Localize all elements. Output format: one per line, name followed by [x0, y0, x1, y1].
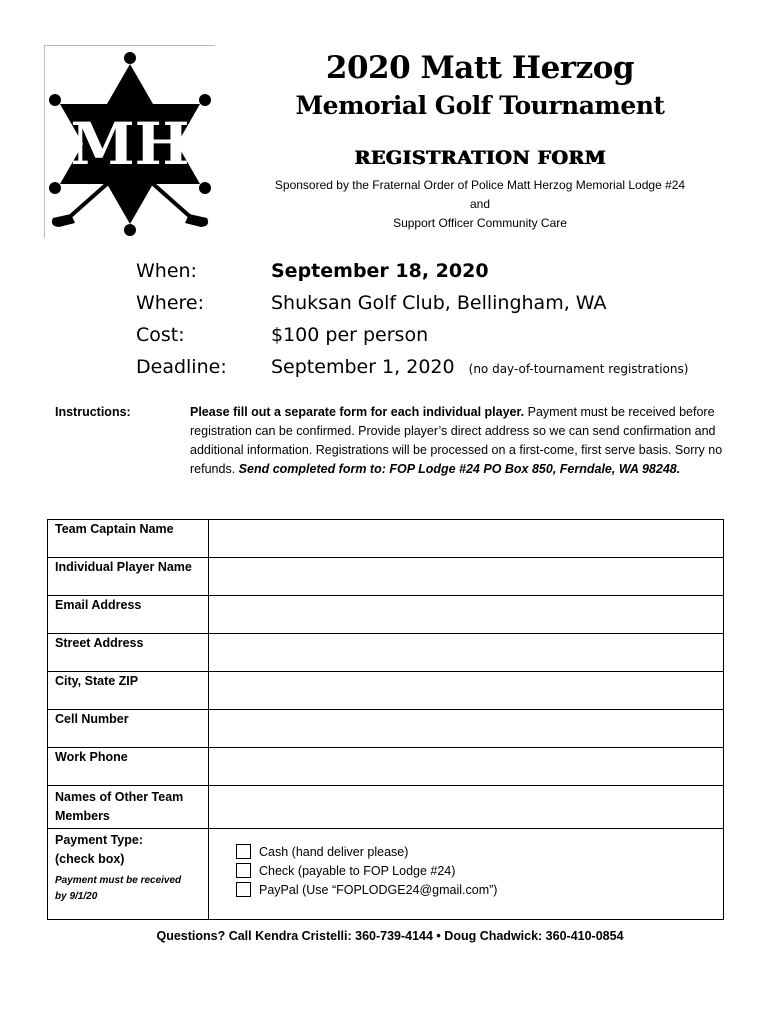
payment-option-check[interactable] — [236, 861, 723, 880]
where-value: Shuksan Golf Club, Bellingham, WA — [271, 292, 607, 314]
sponsor-block — [230, 176, 730, 233]
option-label: Check (payable to FOP Lodge #24) — [259, 863, 456, 878]
check-checkbox[interactable] — [236, 863, 251, 878]
table-row — [48, 558, 724, 596]
payment-type-cell — [48, 829, 209, 920]
deadline-note: (no day-of-tournament registrations) — [468, 362, 689, 376]
deadline-value: September 1, 2020 — [271, 356, 455, 378]
table-row — [48, 748, 724, 786]
payment-type-hint: (check box) — [55, 852, 125, 866]
when-label: When: — [136, 260, 197, 282]
table-row — [48, 520, 724, 558]
option-label: Cash (hand deliver please) — [259, 844, 409, 859]
team-captain-name-field[interactable] — [209, 520, 724, 558]
sheriff-star-icon — [45, 46, 215, 238]
logo-monogram: MH — [70, 110, 190, 178]
table-row — [48, 786, 724, 829]
city-state-zip-field[interactable] — [209, 672, 724, 710]
when-value: September 18, 2020 — [271, 260, 489, 282]
field-label: Street Address — [48, 634, 209, 672]
cash-checkbox[interactable] — [236, 844, 251, 859]
where-label: Where: — [136, 292, 205, 314]
deadline-label: Deadline: — [136, 356, 227, 378]
cost-value: $100 per person — [271, 324, 429, 346]
title-line-2: Memorial Golf Tournament — [295, 91, 665, 120]
payment-options — [209, 829, 724, 920]
field-label: City, State ZIP — [48, 672, 209, 710]
payment-note-line-2: by 9/1/20 — [55, 891, 98, 902]
email-address-field[interactable] — [209, 596, 724, 634]
paypal-checkbox[interactable] — [236, 882, 251, 897]
option-label: PayPal (Use “FOPLODGE24@gmail.com”) — [259, 882, 498, 897]
field-label: Email Address — [48, 596, 209, 634]
payment-note — [55, 873, 201, 905]
field-label: Individual Player Name — [48, 558, 209, 596]
instructions-text — [190, 403, 725, 479]
payment-note-line-1: Payment must be received — [55, 875, 182, 886]
sponsor-line-3: Support Officer Community Care — [393, 216, 567, 230]
cost-label: Cost: — [136, 324, 185, 346]
instructions-lead: Please fill out a separate form for each individual player. — [190, 405, 525, 419]
payment-type-label: Payment Type: — [55, 833, 143, 847]
registration-table — [47, 519, 724, 920]
payment-option-cash[interactable] — [236, 842, 723, 861]
payment-option-paypal[interactable] — [236, 880, 723, 899]
instructions-body: Payment must be received before registration can be confirmed. Provide player’s direct address so we can send confirmation and additional information. Registrations will be processed on a first-come, first serve basis. Sorry no refunds. — [190, 405, 723, 476]
field-label: Work Phone — [48, 748, 209, 786]
table-row — [48, 710, 724, 748]
tournament-logo — [44, 45, 215, 238]
sponsor-line-1: Sponsored by the Fraternal Order of Police Matt Herzog Memorial Lodge #24 — [274, 178, 686, 192]
table-row — [48, 829, 724, 920]
cell-number-field[interactable] — [209, 710, 724, 748]
footer-contacts: Questions? Call Kendra Cristelli: 360-739-4144 • Doug Chadwick: 360-410-0854 — [156, 929, 624, 943]
work-phone-field[interactable] — [209, 748, 724, 786]
individual-player-name-field[interactable] — [209, 558, 724, 596]
form-title: REGISTRATION FORM — [354, 147, 606, 169]
table-row — [48, 634, 724, 672]
other-team-members-field[interactable] — [209, 786, 724, 829]
sponsor-line-2: and — [469, 197, 491, 211]
table-row — [48, 672, 724, 710]
field-label: Cell Number — [48, 710, 209, 748]
street-address-field[interactable] — [209, 634, 724, 672]
title-line-1: 2020 Matt Herzog — [325, 50, 635, 86]
deadline-row — [271, 356, 688, 378]
instructions-label: Instructions: — [55, 405, 131, 419]
table-row — [48, 596, 724, 634]
instructions-send-to: Send completed form to: FOP Lodge #24 PO Box 850, Ferndale, WA 98248. — [238, 462, 681, 476]
field-label: Team Captain Name — [48, 520, 209, 558]
field-label: Names of Other Team Members — [48, 786, 209, 829]
